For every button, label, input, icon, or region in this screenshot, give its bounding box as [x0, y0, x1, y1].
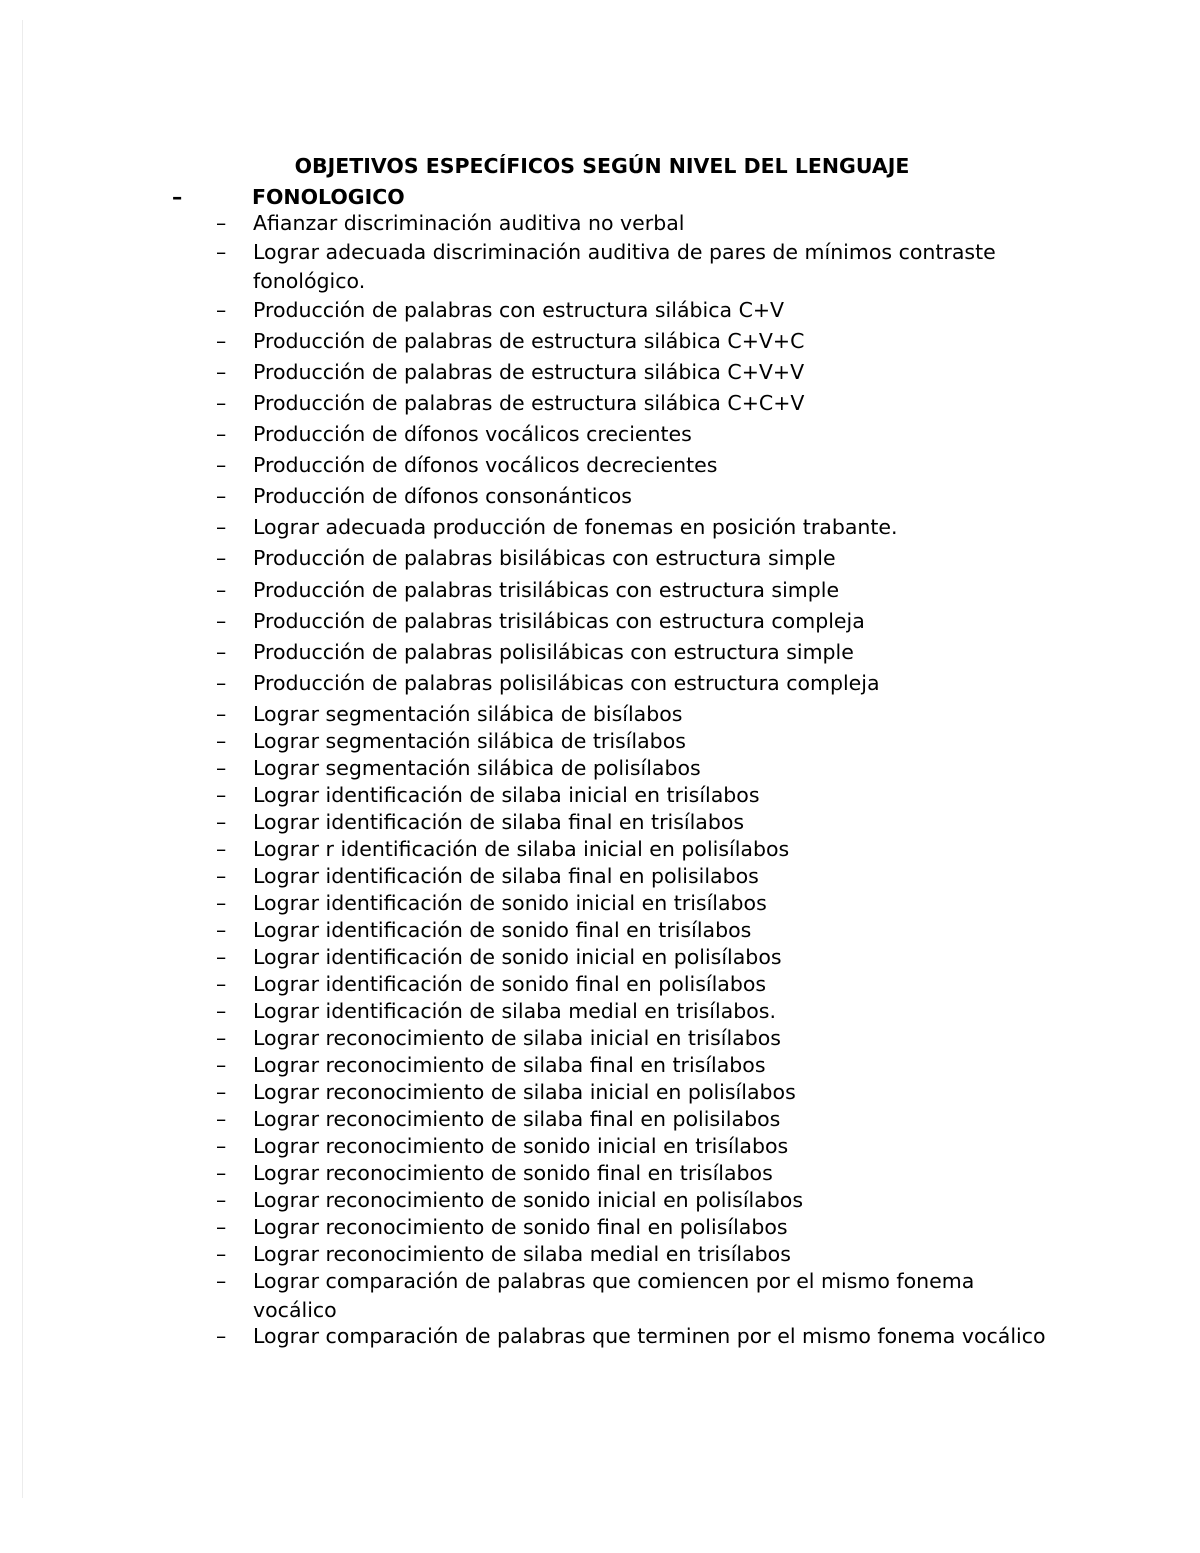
- objective-text: Producción de palabras con estructura silábica C+V: [253, 298, 785, 322]
- objective-item: [216, 296, 1046, 325]
- objective-item: [216, 997, 1046, 1026]
- objective-item: [216, 1186, 1046, 1215]
- objective-text: Lograr identificación de sonido inicial en polisílabos: [253, 945, 782, 969]
- objective-text: Lograr reconocimiento de silaba final en polisilabos: [253, 1107, 781, 1131]
- list-bullet: –: [216, 515, 227, 539]
- objective-item: [216, 482, 1046, 511]
- list-bullet: –: [216, 329, 227, 353]
- objective-item: [216, 607, 1046, 636]
- objective-item: [216, 1159, 1046, 1188]
- objective-text: Lograr identificación de silaba inicial en trisílabos: [253, 783, 760, 807]
- list-bullet: –: [216, 729, 227, 753]
- objective-text: Afianzar discriminación auditiva no verbal: [253, 211, 685, 235]
- objective-item: [216, 669, 1046, 698]
- list-bullet: –: [216, 422, 227, 446]
- objective-text: Lograr comparación de palabras que comiencen por el mismo fonema vocálico: [253, 1269, 975, 1322]
- list-bullet: –: [216, 1134, 227, 1158]
- objective-item: [216, 727, 1046, 756]
- objective-text: Lograr identificación de sonido inicial en trisílabos: [253, 891, 767, 915]
- list-bullet: –: [216, 360, 227, 384]
- objective-item: [216, 389, 1046, 418]
- objective-item: [216, 781, 1046, 810]
- objective-item: [216, 1322, 1046, 1351]
- objective-text: Lograr identificación de sonido final en polisílabos: [253, 972, 767, 996]
- document-title: OBJETIVOS ESPECÍFICOS SEGÚN NIVEL DEL LENGUAJE: [294, 154, 910, 178]
- page-edge-line: [22, 20, 23, 1498]
- objective-text: Lograr reconocimiento de silaba medial en trisílabos: [253, 1242, 791, 1266]
- objective-text: Lograr reconocimiento de sonido inicial en trisílabos: [253, 1134, 789, 1158]
- objective-text: Lograr reconocimiento de silaba inicial en polisílabos: [253, 1080, 796, 1104]
- objective-text: Producción de palabras polisilábicas con estructura simple: [253, 640, 854, 664]
- objective-item: [216, 1105, 1046, 1134]
- section-bullet: –: [172, 185, 183, 209]
- objective-item: [216, 513, 1046, 542]
- list-bullet: –: [216, 211, 227, 235]
- objective-item: [216, 1267, 1046, 1325]
- objective-text: Lograr r identificación de silaba inicial en polisílabos: [253, 837, 790, 861]
- list-bullet: –: [216, 240, 227, 264]
- objective-item: [216, 544, 1046, 573]
- list-bullet: –: [216, 756, 227, 780]
- list-bullet: –: [216, 609, 227, 633]
- objective-text: Producción de palabras de estructura silábica C+V+C: [253, 329, 805, 353]
- objective-item: [216, 835, 1046, 864]
- objective-text: Lograr identificación de silaba final en trisílabos: [253, 810, 745, 834]
- objective-text: Lograr reconocimiento de silaba final en trisílabos: [253, 1053, 766, 1077]
- list-bullet: –: [216, 1215, 227, 1239]
- list-bullet: –: [216, 918, 227, 942]
- objective-text: Lograr comparación de palabras que terminen por el mismo fonema vocálico: [253, 1324, 1046, 1348]
- list-bullet: –: [216, 298, 227, 322]
- list-bullet: –: [216, 1053, 227, 1077]
- list-bullet: –: [216, 453, 227, 477]
- list-bullet: –: [216, 810, 227, 834]
- list-bullet: –: [216, 1269, 227, 1293]
- objective-text: Producción de palabras de estructura silábica C+V+V: [253, 360, 805, 384]
- objective-item: [216, 808, 1046, 837]
- list-bullet: –: [216, 945, 227, 969]
- objective-text: Lograr segmentación silábica de bisílabos: [253, 702, 683, 726]
- list-bullet: –: [216, 1080, 227, 1104]
- objective-item: [216, 209, 1046, 238]
- list-bullet: –: [216, 999, 227, 1023]
- objective-item: [216, 1051, 1046, 1080]
- list-bullet: –: [216, 1324, 227, 1348]
- objective-item: [216, 358, 1046, 387]
- objective-item: [216, 889, 1046, 918]
- list-bullet: –: [216, 972, 227, 996]
- objective-text: Producción de dífonos vocálicos decrecientes: [253, 453, 718, 477]
- objective-text: Producción de palabras trisilábicas con estructura compleja: [253, 609, 865, 633]
- objective-item: [216, 238, 1046, 296]
- objective-item: [216, 1213, 1046, 1242]
- objective-item: [216, 1078, 1046, 1107]
- objective-item: [216, 451, 1046, 480]
- objective-text: Lograr reconocimiento de sonido final en trisílabos: [253, 1161, 773, 1185]
- list-bullet: –: [216, 640, 227, 664]
- objective-item: [216, 638, 1046, 667]
- list-bullet: –: [216, 578, 227, 602]
- list-bullet: –: [216, 1107, 227, 1131]
- objective-text: Producción de palabras trisilábicas con estructura simple: [253, 578, 840, 602]
- objective-text: Producción de dífonos consonánticos: [253, 484, 632, 508]
- objective-text: Lograr segmentación silábica de polisílabos: [253, 756, 701, 780]
- objective-item: [216, 1240, 1046, 1269]
- list-bullet: –: [216, 837, 227, 861]
- objective-text: Lograr adecuada producción de fonemas en posición trabante.: [253, 515, 898, 539]
- section-heading-label: FONOLOGICO: [252, 185, 405, 209]
- objective-text: Producción de palabras polisilábicas con estructura compleja: [253, 671, 880, 695]
- list-bullet: –: [216, 783, 227, 807]
- objective-text: Lograr identificación de silaba final en polisilabos: [253, 864, 759, 888]
- list-bullet: –: [216, 864, 227, 888]
- list-bullet: –: [216, 702, 227, 726]
- objective-item: [216, 916, 1046, 945]
- list-bullet: –: [216, 671, 227, 695]
- objective-text: Producción de dífonos vocálicos crecientes: [253, 422, 692, 446]
- objective-item: [216, 943, 1046, 972]
- objective-item: [216, 970, 1046, 999]
- objective-text: Lograr identificación de silaba medial en trisílabos.: [253, 999, 776, 1023]
- objective-item: [216, 700, 1046, 729]
- objective-item: [216, 1024, 1046, 1053]
- list-bullet: –: [216, 891, 227, 915]
- objective-item: [216, 862, 1046, 891]
- objective-item: [216, 754, 1046, 783]
- objective-text: Lograr adecuada discriminación auditiva de pares de mínimos contraste fonológico.: [253, 240, 996, 293]
- list-bullet: –: [216, 546, 227, 570]
- objective-item: [216, 420, 1046, 449]
- objective-text: Producción de palabras de estructura silábica C+C+V: [253, 391, 805, 415]
- objective-text: Lograr reconocimiento de silaba inicial en trisílabos: [253, 1026, 781, 1050]
- list-bullet: –: [216, 1161, 227, 1185]
- objective-item: [216, 576, 1046, 605]
- objective-text: Lograr identificación de sonido final en trisílabos: [253, 918, 752, 942]
- objective-text: Lograr reconocimiento de sonido inicial en polisílabos: [253, 1188, 804, 1212]
- list-bullet: –: [216, 1188, 227, 1212]
- objective-item: [216, 1132, 1046, 1161]
- objective-text: Lograr reconocimiento de sonido final en polisílabos: [253, 1215, 788, 1239]
- objective-text: Lograr segmentación silábica de trisílabos: [253, 729, 686, 753]
- list-bullet: –: [216, 1242, 227, 1266]
- list-bullet: –: [216, 1026, 227, 1050]
- objective-text: Producción de palabras bisilábicas con estructura simple: [253, 546, 836, 570]
- list-bullet: –: [216, 484, 227, 508]
- section-heading: [172, 182, 405, 212]
- list-bullet: –: [216, 391, 227, 415]
- objective-item: [216, 327, 1046, 356]
